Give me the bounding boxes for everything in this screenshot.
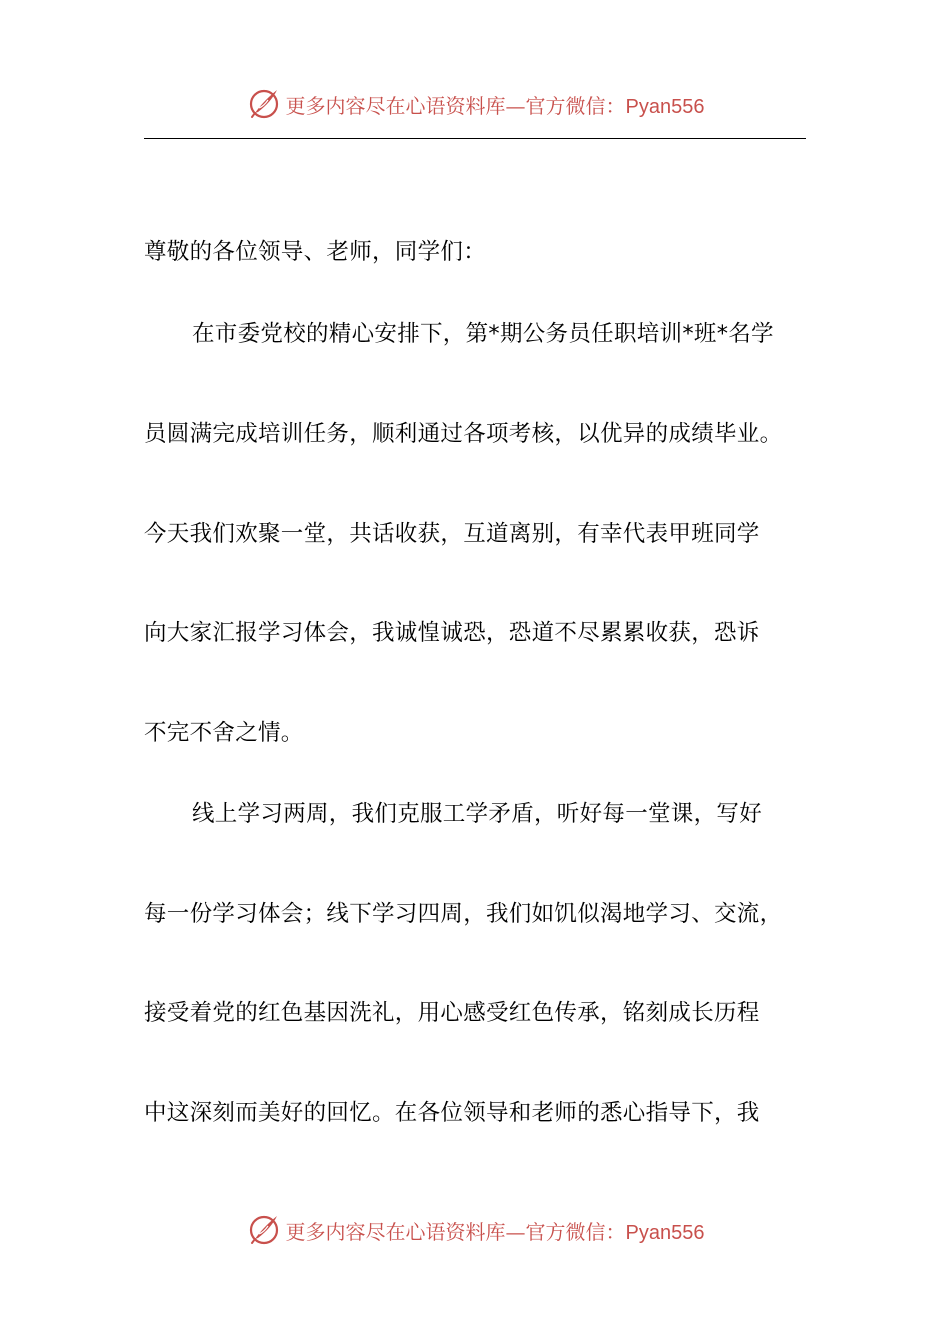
paragraph-line-1: 在市委党校的精心安排下，第*期公务员任职培训*班*名学 [192,321,774,347]
header-divider [144,138,806,139]
salutation: 尊敬的各位领导、老师，同学们： [144,239,487,265]
footer-banner-text: 更多内容尽在心语资料库—官方微信：Pyan556 [285,1219,705,1244]
paragraph-line-8: 接受着党的红色基因洗礼，用心感受红色传承，铭刻成长历程 [144,1000,760,1026]
paragraph-line-3: 今天我们欢聚一堂，共话收获，互道离别，有幸代表甲班同学 [144,521,760,547]
paragraph-line-9: 中这深刻而美好的回忆。在各位领导和老师的悉心指导下，我 [144,1100,760,1126]
paragraph-line-2: 员圆满完成培训任务，顺利通过各项考核，以优异的成绩毕业。 [144,421,783,447]
footer-banner [0,1210,950,1250]
paragraph-line-6: 线上学习两周，我们克服工学矛盾，听好每一堂课，写好 [192,801,763,827]
header-banner [0,84,950,124]
header-wechat-id: Pyan556 [625,95,705,118]
quill-pen-icon [246,1212,282,1248]
footer-wechat-id: Pyan556 [625,1221,705,1244]
header-banner-text: 更多内容尽在心语资料库—官方微信：Pyan556 [285,93,705,118]
quill-pen-icon [246,86,282,122]
paragraph-line-7: 每一份学习体会；线下学习四周，我们如饥似渴地学习、交流， [144,901,783,927]
paragraph-line-4: 向大家汇报学习体会，我诚惶诚恐，恐道不尽累累收获，恐诉 [144,620,760,646]
paragraph-line-5: 不完不舍之情。 [144,720,304,746]
